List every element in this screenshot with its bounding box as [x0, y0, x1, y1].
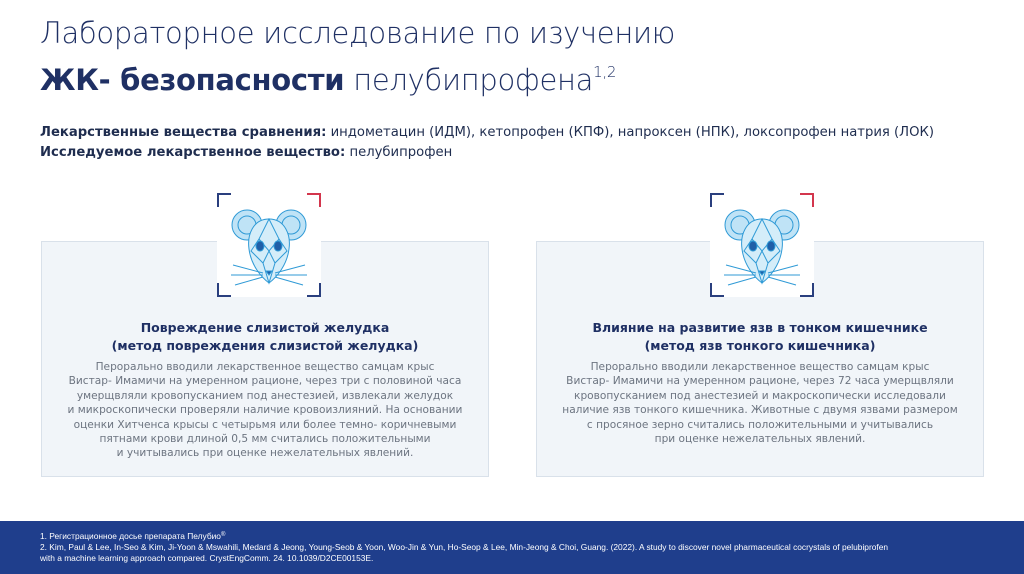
card-text-line: Вистар- Имамичи на умеренном рационе, через 72 часа умерщвляли [566, 375, 954, 388]
comparison-block [40, 123, 1000, 163]
card-text-line: и учитывались при оценке нежелательных явлений. [116, 447, 414, 460]
card-text-line: Перорально вводили лекарственное вещество самцам крыс [95, 361, 435, 373]
card-text-line: Перорально вводили лекарственное вещество самцам крыс [590, 361, 930, 373]
page-title [40, 14, 980, 100]
rat-head-icon [223, 199, 315, 291]
title-line-2 [40, 53, 980, 100]
comparison-drugs [40, 123, 1000, 143]
reference-2-line-1: 2. Kim, Paul & Lee, In-Seo & Kim, Ji-Yoon & Mswahili, Medard & Jeong, Young-Seob & Yoon, Woo-Jin & Yun, Ho-Seop & Lee, Min-Jeong & Choi, Guang. (2022). A study to discover novel pharmaceutical cocrystals of pelubiprofen [40, 542, 889, 552]
card-text-line: кровопусканием под анестезией и макроскопически исследовали [574, 389, 946, 402]
title-line-1: Лабораторное исследование по изучению [40, 16, 676, 50]
card-text-line: наличие язв тонкого кишечника. Животные с двумя язвами размером [562, 404, 958, 417]
reference-1 [40, 530, 984, 542]
card-title-line-1: Повреждение слизистой желудка [140, 320, 390, 335]
card-text-line: с просяное зерно считались положительными и учитывались [586, 418, 934, 431]
references-footer [0, 521, 1024, 574]
card-text-line: и микроскопически проверяли наличие кровоизлияний. На основании [67, 404, 463, 417]
study-drug-value: пелубипрофен [345, 145, 453, 160]
card-title-line-2: (метод повреждения слизистой желудка) [111, 338, 419, 353]
card-text-line: умерщвляли кровопусканием под анестезией, извлекали желудок [76, 389, 454, 402]
reference-1-sup: ® [220, 532, 226, 538]
card-description [42, 360, 488, 461]
rat-head-icon [716, 199, 808, 291]
title-bold-part: ЖК- безопасности [40, 63, 345, 97]
card-text-line: оценки Хитченса крысы с четырьмя или более темно- коричневыми [73, 418, 457, 431]
comparison-drugs-label: Лекарственные вещества сравнения: [40, 125, 327, 140]
comparison-drugs-value: индометацин (ИДМ), кетопрофен (КПФ), напроксен (НПК), локсопрофен натрия (ЛОК) [326, 125, 934, 140]
title-superscript: 1,2 [593, 63, 617, 81]
study-drug [40, 143, 1000, 163]
card-title [42, 319, 488, 355]
rat-icon-frame [217, 193, 321, 297]
card-text-line: Вистар- Имамичи на умеренном рационе, через три с половиной часа [68, 375, 462, 388]
card-description [537, 360, 983, 446]
card-title-line-2: (метод язв тонкого кишечника) [644, 338, 876, 353]
study-drug-label: Исследуемое лекарственное вещество: [40, 145, 346, 160]
reference-2-line-2: with a machine learning approach compared. CrystEngComm. 24. 10.1039/D2CE00153E. [40, 553, 374, 563]
card-text-line: пятнами крови длиной 0,5 мм считались положительными [99, 433, 431, 446]
title-rest-part: пелубипрофена [344, 63, 594, 97]
card-title-line-1: Влияние на развитие язв в тонком кишечнике [592, 320, 928, 335]
rat-icon-frame [710, 193, 814, 297]
card-title [537, 319, 983, 355]
reference-1-text: 1. Регистрационное досье препарата Пелубио [40, 531, 221, 541]
card-text-line: при оценке нежелательных явлений. [654, 433, 866, 446]
